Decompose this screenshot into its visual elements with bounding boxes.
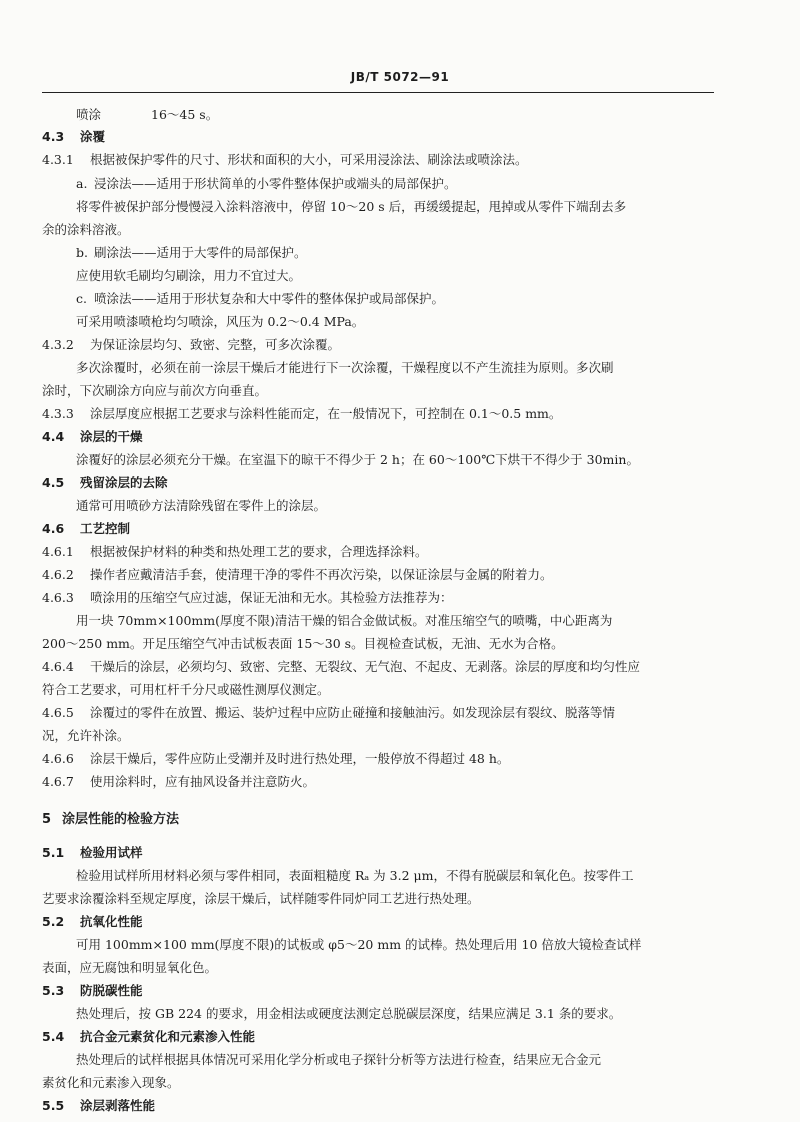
list-item: a. 浸涂法——适用于形状简单的小零件整体保护或端头的局部保护。 <box>76 176 457 191</box>
body-line: 涂覆好的涂层必须充分干燥。在室温下的晾干不得少于 2 h；在 60～100℃下烘干不得少于 30min。 <box>76 452 639 467</box>
body-line: 将零件被保护部分慢慢浸入涂料溶液中，停留 10～20 s 后，再缓缓提起，甩掉或从零件下端刮去多 <box>76 199 627 214</box>
body-line: 用一块 70mm×100mm(厚度不限)清洁干燥的铝合金做试板。对准压缩空气的喷嘴，中心距离为 <box>76 613 613 628</box>
body-line: 热处理后，按 GB 224 的要求，用金相法或硬度法测定总脱碳层深度，结果应满足 3.1 条的要求。 <box>76 1006 622 1021</box>
body-line: 艺要求涂覆涂料至规定厚度，涂层干燥后，试样随零件同炉同工艺进行热处理。 <box>42 891 480 906</box>
clause-heading: 4.3 涂覆 <box>42 129 106 144</box>
clause-heading: 4.5 残留涂层的去除 <box>42 475 168 490</box>
clause-heading: 5.5 涂层剥落性能 <box>42 1098 156 1113</box>
body-line: 余的涂料溶液。 <box>42 222 130 237</box>
clause-heading: 4.6 工艺控制 <box>42 521 131 536</box>
clause-line: 4.6.7 使用涂料时，应有抽风设备并注意防火。 <box>42 774 316 789</box>
clause-line: 4.6.4 干燥后的涂层，必须均匀、致密、完整、无裂纹、无气泡、不起皮、无剥落。涂层的厚度和均匀性应 <box>42 659 641 674</box>
clause-line: 4.3.1 根据被保护零件的尺寸、形状和面积的大小，可采用浸涂法、刷涂法或喷涂法。 <box>42 152 528 167</box>
spray-time-line: 喷涂 16～45 s。 <box>76 107 219 122</box>
body-line: 可用 100mm×100 mm(厚度不限)的试板或 φ5～20 mm 的试棒。热处理后用 10 倍放大镜检查试样 <box>76 937 642 952</box>
body-line: 应使用软毛刷均匀刷涂，用力不宜过大。 <box>76 268 302 283</box>
list-item: b. 刷涂法——适用于大零件的局部保护。 <box>76 245 307 260</box>
clause-heading: 5.4 抗合金元素贫化和元素渗入性能 <box>42 1029 256 1044</box>
body-line: 表面，应无腐蚀和明显氧化色。 <box>42 960 218 975</box>
clause-heading: 5.1 检验用试样 <box>42 845 143 860</box>
clause-heading: 5.2 抗氧化性能 <box>42 914 143 929</box>
standard-number-header: JB/T 5072—91 <box>350 70 450 84</box>
body-line: 检验用试样所用材料必须与零件相同，表面粗糙度 Rₐ 为 3.2 μm，不得有脱碳层和氧化色。按零件工 <box>76 868 634 883</box>
body-line: 多次涂覆时，必须在前一涂层干燥后才能进行下一次涂覆，干燥程度以不产生流挂为原则。多次刷 <box>76 360 614 375</box>
clause-heading: 4.4 涂层的干燥 <box>42 429 143 444</box>
body-line: 可采用喷漆喷枪均匀喷涂，风压为 0.2～0.4 MPa。 <box>76 314 365 329</box>
list-item: c. 喷涂法——适用于形状复杂和大中零件的整体保护或局部保护。 <box>76 291 445 306</box>
body-line: 素贫化和元素渗入现象。 <box>42 1075 180 1090</box>
clause-line: 4.6.6 涂层干燥后，零件应防止受潮并及时进行热处理，一般停放不得超过 48 h。 <box>42 751 510 766</box>
section-heading: 5 涂层性能的检验方法 <box>42 812 180 827</box>
body-line: 热处理后的试样根据具体情况可采用化学分析或电子探针分析等方法进行检查，结果应无合金元 <box>76 1052 602 1067</box>
body-line: 通常可用喷砂方法清除残留在零件上的涂层。 <box>76 498 327 513</box>
body-line: 涂时，下次刷涂方向应与前次方向垂直。 <box>42 383 268 398</box>
body-line: 符合工艺要求，可用杠杆千分尺或磁性测厚仪测定。 <box>42 682 330 697</box>
clause-line: 4.6.1 根据被保护材料的种类和热处理工艺的要求，合理选择涂料。 <box>42 544 428 559</box>
body-line: 200～250 mm。开足压缩空气冲击试板表面 15～30 s。目视检查试板，无油、无水为合格。 <box>42 636 564 651</box>
clause-line: 4.3.2 为保证涂层均匀、致密、完整，可多次涂覆。 <box>42 337 341 352</box>
clause-line: 4.6.5 涂覆过的零件在放置、搬运、装炉过程中应防止碰撞和接触油污。如发现涂层有裂纹、脱落等情 <box>42 705 616 720</box>
clause-line: 4.6.3 喷涂用的压缩空气应过滤，保证无油和无水。其检验方法推荐为： <box>42 590 453 605</box>
body-line: 况，允许补涂。 <box>42 728 130 743</box>
header-rule <box>42 92 714 93</box>
clause-heading: 5.3 防脱碳性能 <box>42 983 143 998</box>
clause-line: 4.6.2 操作者应戴清洁手套，使清理干净的零件不再次污染，以保证涂层与金属的附着力。 <box>42 567 553 582</box>
clause-line: 4.3.3 涂层厚度应根据工艺要求与涂料性能而定，在一般情况下，可控制在 0.1～0.5 mm。 <box>42 406 562 421</box>
